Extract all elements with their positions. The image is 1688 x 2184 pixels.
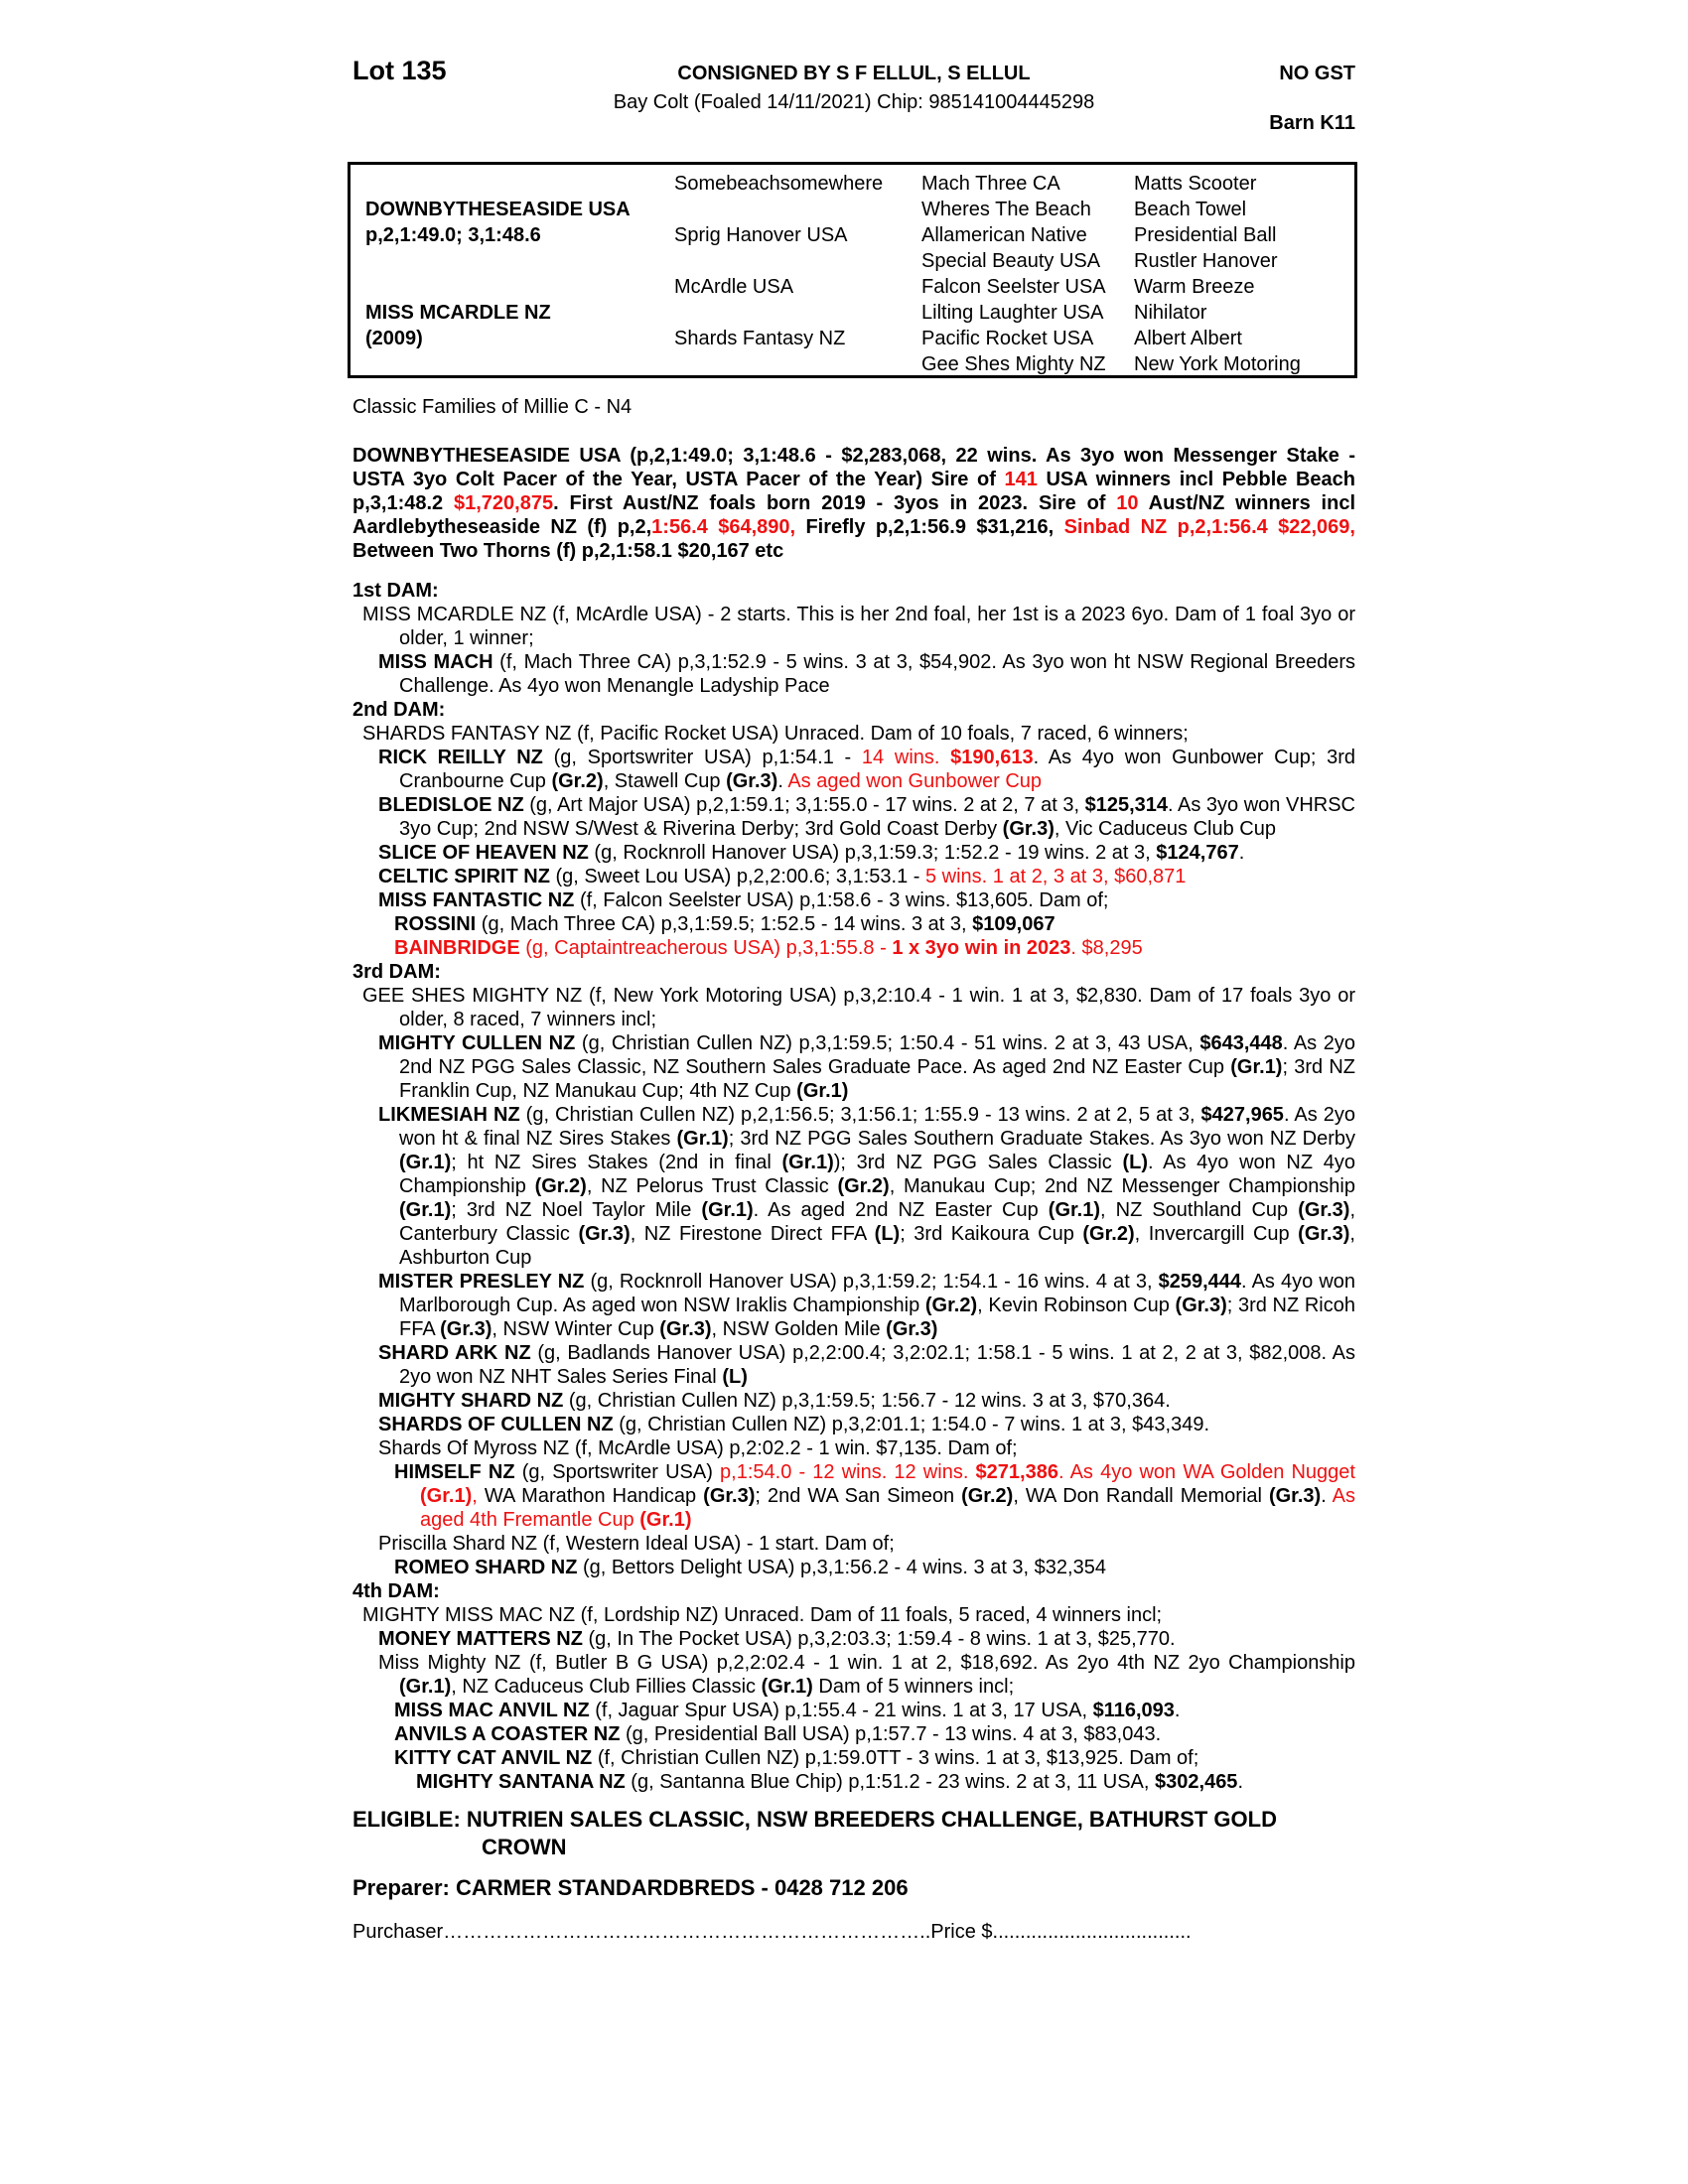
text-segment: 1st DAM: [352,580,439,602]
text-segment: , Ashburton Cup [399,1223,1355,1269]
text-segment: (Gr.3) [726,770,778,792]
text-segment: MIGHTY CULLEN NZ [378,1032,576,1054]
text-segment: DOWNBYTHESEASIDE USA (p,2,1:49.0; 3,1:48.6 - $2,283,068, 22 wins. As 3yo won Messenger Stake - USTA 3yo Colt Pacer of the Year, USTA Pacer of the Year) Sire of [352,445,1355,490]
pedigree-row [351,328,1354,353]
pedigree-cell-3: Lilting Laughter USA [921,302,1104,324]
dam4-heading [352,1579,1355,1603]
text-segment: (g, Sweet Lou USA) p,2,2:00.6; 3,1:53.1 - [549,866,925,887]
text-segment: . First Aust/NZ foals born 2019 - 3yos in 2023. Sire of [553,492,1117,514]
text-segment: ROMEO SHARD NZ [394,1557,578,1578]
text-segment: , Canterbury Classic [399,1199,1355,1245]
text-segment: Dam of 5 winners incl; [812,1676,1015,1698]
text-segment: , Vic Caduceus Club Cup [1054,818,1276,840]
pedigree-cell-2: Sprig Hanover USA [674,224,848,246]
text-segment: (Gr.1) [1048,1199,1101,1221]
text-segment: , Manukau Cup; 2nd NZ Messenger Championship [889,1175,1356,1197]
text-segment: (Gr.3) [659,1318,712,1340]
text-segment: (f, Mach Three CA) p,3,1:52.9 - 5 wins. 3 at 3, $54,902. As 3yo won ht NSW Regional Breeders Challenge. As 4yo won Menangle Ladyship Pace [399,651,1355,697]
horse-description: Bay Colt (Foaled 14/11/2021) Chip: 985141004445298 [613,91,1095,113]
text-segment: (Gr.1) [399,1199,452,1221]
pedigree-cell-3: Pacific Rocket USA [921,328,1094,349]
text-segment: (Gr.2) [837,1175,890,1197]
text-segment: As aged 4th Fremantle Cup [420,1485,1355,1531]
text-segment: GEE SHES MIGHTY NZ (f, New York Motoring USA) p,3,2:10.4 - 1 win. 1 at 3, $2,830. Dam of 17 foals 3yo or older, 8 raced, 7 winners incl; [362,985,1355,1030]
pedigree-cell-4: Presidential Ball [1134,224,1277,246]
text-segment: (L) [874,1223,901,1245]
entry-mighty-shard [352,1389,1355,1413]
pedigree-box [348,162,1357,378]
text-segment: ; 3rd NZ PGG Sales Southern Graduate Stakes. As 3yo won NZ Derby [728,1128,1355,1150]
pedigree-cell-3: Mach Three CA [921,173,1060,195]
text-segment: HIMSELF NZ [394,1461,515,1483]
text-segment: CELTIC SPIRIT NZ [378,866,550,887]
pedigree-cell-4: Warm Breeze [1134,276,1255,298]
dam3-mare [352,984,1355,1031]
text-segment: Firefly p,2,1:56.9 $31,216, [795,516,1064,538]
dam3-heading [352,960,1355,984]
entry-shard-ark [352,1341,1355,1389]
text-segment: , NZ Pelorus Trust Classic [586,1175,838,1197]
text-segment: (Gr.3) [886,1318,938,1340]
pedigree-cell-1: DOWNBYTHESEASIDE USA [365,199,631,220]
text-segment: ; ht NZ Sires Stakes (2nd in final [451,1152,782,1173]
text-segment: (Gr.2) [1082,1223,1135,1245]
text-segment: p,1:54.0 - 12 wins. 12 wins. [720,1461,976,1483]
text-segment: $271,386 [975,1461,1058,1483]
text-segment: , [472,1485,485,1507]
text-segment: MISS FANTASTIC NZ [378,889,575,911]
consignor-line: CONSIGNED BY S F ELLUL, S ELLUL [677,63,1031,84]
text-segment: MIGHTY SHARD NZ [378,1390,564,1412]
text-segment: 3rd DAM: [352,961,441,983]
text-segment: . As 2yo 2nd NZ PGG Sales Classic, NZ Southern Sales Graduate Pace. As aged 2nd NZ Easter Cup [399,1032,1355,1078]
pedigree-cell-3: Wheres The Beach [921,199,1091,220]
text-segment: $116,093 [1092,1700,1175,1721]
pedigree-row [351,353,1354,379]
text-segment: Priscilla Shard NZ (f, Western Ideal USA) - 1 start. Dam of; [378,1533,895,1555]
text-segment: KITTY CAT ANVIL NZ [394,1747,593,1769]
entry-romeo-shard [352,1556,1355,1579]
text-segment: Preparer: CARMER STANDARDBREDS - 0428 712 206 [352,1875,909,1900]
text-segment: (g, Art Major USA) p,2,1:59.1; 3,1:55.0 - 17 wins. 2 at 2, 7 at 3, [523,794,1085,816]
text-segment: (L) [722,1366,748,1388]
text-segment: (Gr.1) [1230,1056,1283,1078]
text-segment: Miss Mighty NZ (f, Butler B G USA) p,2,2:02.4 - 1 win. 1 at 2, $18,692. As 2yo 4th NZ 2yo Championship [378,1652,1355,1674]
text-segment: $1,720,875 [454,492,554,514]
text-segment: . $8,295 [1070,937,1143,959]
text-segment: (g, Christian Cullen NZ) p,3,1:59.5; 1:50.4 - 51 wins. 2 at 3, 43 USA, [575,1032,1200,1054]
text-segment: (Gr.2) [961,1485,1014,1507]
text-segment: MONEY MATTERS NZ [378,1628,583,1650]
text-segment: 5 wins. 1 at 2, 3 at 3, $60,871 [924,866,1187,887]
text-segment: LIKMESIAH NZ [378,1104,520,1126]
text-segment: $643,448 [1199,1032,1283,1054]
text-segment: (g, Sportswriter USA) p,1:54.1 - [542,747,862,768]
text-segment: . [1174,1700,1181,1721]
text-segment: . [1321,1485,1333,1507]
text-segment: (g, Badlands Hanover USA) p,2,2:00.4; 3,2:02.1; 1:58.1 - 5 wins. 1 at 2, 2 at 3, $82,008. As 2yo won NZ NHT Sales Series Final [399,1342,1355,1388]
text-segment: . As 2yo won ht & final NZ Sires Stakes [399,1104,1355,1150]
entry-money-matters [352,1627,1355,1651]
text-segment: , NSW Golden Mile [711,1318,887,1340]
text-segment: (g, Rocknroll Hanover USA) p,3,1:59.2; 1:54.1 - 16 wins. 4 at 3, [584,1271,1159,1293]
text-segment: (Gr.3) [1002,818,1055,840]
text-segment: (g, In The Pocket USA) p,3,2:03.3; 1:59.4 - 8 wins. 1 at 3, $25,770. [582,1628,1176,1650]
pedigree-cell-3: Gee Shes Mighty NZ [921,353,1106,375]
purchaser-line [352,1920,1355,1944]
text-segment: 2nd DAM: [352,699,446,721]
text-segment: . [777,770,788,792]
text-segment: ; 3rd NZ Franklin Cup, NZ Manukau Cup; 4th NZ Cup [399,1056,1355,1102]
text-segment: (Gr.2) [534,1175,587,1197]
entry-shards-of-myross [352,1436,1355,1460]
text-segment: (Gr.3) [1298,1223,1350,1245]
entry-shards-of-cullen [352,1413,1355,1436]
text-segment: ELIGIBLE: NUTRIEN SALES CLASSIC, NSW BREEDERS CHALLENGE, BATHURST GOLD CROWN [352,1807,1277,1859]
text-segment: RICK REILLY NZ [378,747,543,768]
text-segment: Aust/NZ winners incl Aardlebytheseaside NZ (f) p,2, [352,492,1355,538]
text-segment: MISS MCARDLE NZ (f, McArdle USA) - 2 starts. This is her 2nd foal, her 1st is a 2023 6yo. Dam of 1 foal 3yo or older, 1 winner; [362,604,1355,649]
text-segment: (L) [1122,1152,1149,1173]
text-segment: ; 2nd WA San Simeon [755,1485,962,1507]
text-segment: (Gr.1) [399,1152,452,1173]
text-segment: (f, Christian Cullen NZ) p,1:59.0TT - 3 wins. 1 at 3, $13,925. Dam of; [592,1747,1199,1769]
pedigree-row [351,224,1354,250]
pedigree-row [351,302,1354,328]
text-segment: (g, Christian Cullen NZ) p,2,1:56.5; 3,1:56.1; 1:55.9 - 13 wins. 2 at 2, 5 at 3, [519,1104,1201,1126]
pedigree-cell-1: (2009) [365,328,423,349]
text-segment: , NZ Southland Cup [1100,1199,1299,1221]
entry-mighty-cullen [352,1031,1355,1103]
text-segment: . As 4yo won NZ 4yo Championship [399,1152,1356,1197]
entry-slice-of-heaven [352,841,1355,865]
text-segment: Sinbad NZ p,2,1:56.4 $22,069, [1063,516,1355,538]
text-segment: , NZ Firestone Direct FFA [630,1223,875,1245]
text-segment: (Gr.1) [639,1509,692,1531]
text-segment: . As 4yo won WA Golden Nugget [1057,1461,1355,1483]
text-segment: MISS MAC ANVIL NZ [394,1700,590,1721]
text-segment: MIGHTY SANTANA NZ [416,1771,626,1793]
pedigree-row [351,173,1354,199]
pedigree-body [352,395,1355,1944]
pedigree-cell-4: Matts Scooter [1134,173,1257,195]
text-segment: (g, Presidential Ball USA) p,1:57.7 - 13 wins. 4 at 3, $83,043. [620,1723,1162,1745]
text-segment: (Gr.1) [399,1676,452,1698]
entry-celtic-spirit [352,865,1355,888]
text-segment: , WA Don Randall Memorial [1013,1485,1269,1507]
text-segment: ); 3rd NZ PGG Sales Classic [833,1152,1123,1173]
pedigree-cell-4: Albert Albert [1134,328,1242,349]
text-segment: , Invercargill Cup [1134,1223,1299,1245]
pedigree-cell-3: Falcon Seelster USA [921,276,1106,298]
text-segment: (Gr.3) [440,1318,492,1340]
text-segment: USA winners incl Pebble Beach p,3,1:48.2 [352,469,1356,514]
text-segment: (Gr.1) [781,1152,834,1173]
eligibility-note [352,1806,1355,1861]
dam1-heading [352,579,1355,603]
text-segment: (Gr.2) [924,1295,978,1316]
barn-number: Barn K11 [1269,112,1355,134]
text-segment: . As 4yo won Gunbower Cup; 3rd Cranbourne Cup [399,747,1355,792]
entry-kitty-cat-anvil [352,1746,1355,1770]
text-segment: . [1237,1771,1243,1793]
text-segment: (Gr.3) [1298,1199,1350,1221]
text-segment: SLICE OF HEAVEN NZ [378,842,589,864]
text-segment: $302,465 [1155,1771,1238,1793]
text-segment: (Gr.1) [676,1128,729,1150]
pedigree-cell-2: McArdle USA [674,276,794,298]
entry-miss-mac-anvil [352,1699,1355,1722]
text-segment: $124,767 [1156,842,1239,864]
entry-likmesiah [352,1103,1355,1270]
entry-anvils-a-coaster [352,1722,1355,1746]
text-segment: , NSW Winter Cup [492,1318,660,1340]
pedigree-cell-1: p,2,1:49.0; 3,1:48.6 [365,224,541,246]
text-segment: (g, Captaintreacherous USA) p,3,1:55.8 - [519,937,893,959]
text-segment: . [1238,842,1245,864]
text-segment: ; 3rd Kaikoura Cup [900,1223,1083,1245]
text-segment: . As 3yo won VHRSC 3yo Cup; 2nd NSW S/West & Riverina Derby; 3rd Gold Coast Derby [399,794,1356,840]
pedigree-row [351,250,1354,276]
text-segment: (g, Santanna Blue Chip) p,1:51.2 - 23 wins. 2 at 3, 11 USA, [625,1771,1156,1793]
pedigree-cell-1: MISS MCARDLE NZ [365,302,551,324]
text-segment: 141 [1004,469,1038,490]
text-segment: 1 x 3yo win in 2023 [892,937,1071,959]
text-segment: ; 3rd NZ Ricoh FFA [399,1295,1355,1340]
pedigree-cell-2: Somebeachsomewhere [674,173,884,195]
text-segment: MIGHTY MISS MAC NZ (f, Lordship NZ) Unraced. Dam of 11 foals, 5 raced, 4 winners incl; [362,1604,1163,1626]
text-segment: As aged won Gunbower Cup [787,770,1043,792]
text-segment: (f, Falcon Seelster USA) p,1:58.6 - 3 wins. $13,605. Dam of; [574,889,1109,911]
lot-number: Lot 135 [352,56,447,85]
entry-rossini [352,912,1355,936]
entry-mister-presley [352,1270,1355,1341]
text-segment: (g, Sportswriter USA) [514,1461,721,1483]
text-segment: $427,965 [1200,1104,1284,1126]
pedigree-cell-4: New York Motoring [1134,353,1301,375]
text-segment: (Gr.2) [551,770,604,792]
entry-mighty-santana [352,1770,1355,1794]
pedigree-cell-3: Allamerican Native [921,224,1087,246]
dam4-mare [352,1603,1355,1627]
pedigree-row [351,199,1354,224]
pedigree-cell-3: Special Beauty USA [921,250,1101,272]
text-segment: BLEDISLOE NZ [378,794,524,816]
text-segment: , NZ Caduceus Club Fillies Classic [451,1676,762,1698]
entry-rick-reilly [352,746,1355,793]
pedigree-cell-4: Beach Towel [1134,199,1247,220]
text-segment: Classic Families of Millie C - N4 [352,396,633,418]
text-segment: (Gr.3) [703,1485,756,1507]
text-segment: (g, Rocknroll Hanover USA) p,3,1:59.3; 1:52.2 - 19 wins. 2 at 3, [588,842,1157,864]
text-segment: (Gr.1) [761,1676,813,1698]
text-segment: (Gr.3) [1268,1485,1322,1507]
pedigree-table [351,173,1354,379]
text-segment: Between Two Thorns (f) p,2,1:58.1 $20,167 etc [352,540,784,562]
text-segment: 14 wins. [861,747,951,768]
dam1-mare [352,603,1355,650]
text-segment: (g, Mach Three CA) p,3,1:59.5; 1:52.5 - 14 wins. 3 at 3, [476,913,973,935]
text-segment: $259,444 [1158,1271,1242,1293]
text-segment: 10 [1116,492,1139,514]
text-segment: (Gr.3) [1175,1295,1227,1316]
text-segment: ROSSINI [394,913,477,935]
text-segment: ; 3rd NZ Noel Taylor Mile [451,1199,702,1221]
text-segment: SHARDS FANTASY NZ (f, Pacific Rocket USA) Unraced. Dam of 10 foals, 7 raced, 6 winners; [362,723,1189,745]
text-segment: $190,613 [950,747,1034,768]
text-segment: MISS MACH [378,651,493,673]
text-segment: . As aged 2nd NZ Easter Cup [753,1199,1049,1221]
text-segment: ANVILS A COASTER NZ [394,1723,621,1745]
text-segment: Purchaser………………………………………………………………..Price $.................................... [352,1921,1192,1943]
entry-miss-mighty [352,1651,1355,1699]
preparer-line [352,1874,1355,1902]
gst-status: NO GST [1279,63,1355,84]
text-segment: . As 4yo won Marlborough Cup. As aged won NSW Iraklis Championship [399,1271,1356,1316]
text-segment: (g, Christian Cullen NZ) p,3,2:01.1; 1:54.0 - 7 wins. 1 at 3, $43,349. [613,1414,1209,1435]
entry-bainbridge [352,936,1355,960]
entry-miss-mach [352,650,1355,698]
text-segment: , Stawell Cup [603,770,727,792]
text-segment: Shards Of Myross NZ (f, McArdle USA) p,2:02.2 - 1 win. $7,135. Dam of; [378,1437,1018,1459]
entry-miss-fantastic [352,888,1355,912]
text-segment: (Gr.1) [796,1080,849,1102]
text-segment: , Kevin Robinson Cup [977,1295,1176,1316]
text-segment: 1:56.4 $64,890, [651,516,796,538]
text-segment: (f, Jaguar Spur USA) p,1:55.4 - 21 wins. 1 at 3, 17 USA, [589,1700,1093,1721]
dam2-heading [352,698,1355,722]
pedigree-cell-4: Nihilator [1134,302,1207,324]
text-segment: (g, Bettors Delight USA) p,3,1:56.2 - 4 wins. 3 at 3, $32,354 [577,1557,1106,1578]
pedigree-cell-4: Rustler Hanover [1134,250,1278,272]
text-segment: SHARDS OF CULLEN NZ [378,1414,614,1435]
family-note [352,395,1355,419]
text-segment: WA Marathon Handicap [484,1485,704,1507]
text-segment: (Gr.1) [701,1199,754,1221]
text-segment: SHARD ARK NZ [378,1342,531,1364]
sire-summary [352,444,1355,563]
entry-himself [352,1460,1355,1532]
text-segment: (Gr.3) [578,1223,631,1245]
text-segment: (Gr.1) [420,1485,473,1507]
text-segment: MISTER PRESLEY NZ [378,1271,585,1293]
text-segment: BAINBRIDGE [394,937,520,959]
text-segment: $109,067 [972,913,1055,935]
text-segment: 4th DAM: [352,1580,440,1602]
pedigree-cell-2: Shards Fantasy NZ [674,328,846,349]
text-segment: $125,314 [1084,794,1168,816]
dam2-mare [352,722,1355,746]
text-segment: (g, Christian Cullen NZ) p,3,1:59.5; 1:56.7 - 12 wins. 3 at 3, $70,364. [563,1390,1171,1412]
entry-bledisloe [352,793,1355,841]
pedigree-row [351,276,1354,302]
entry-priscilla-shard [352,1532,1355,1556]
